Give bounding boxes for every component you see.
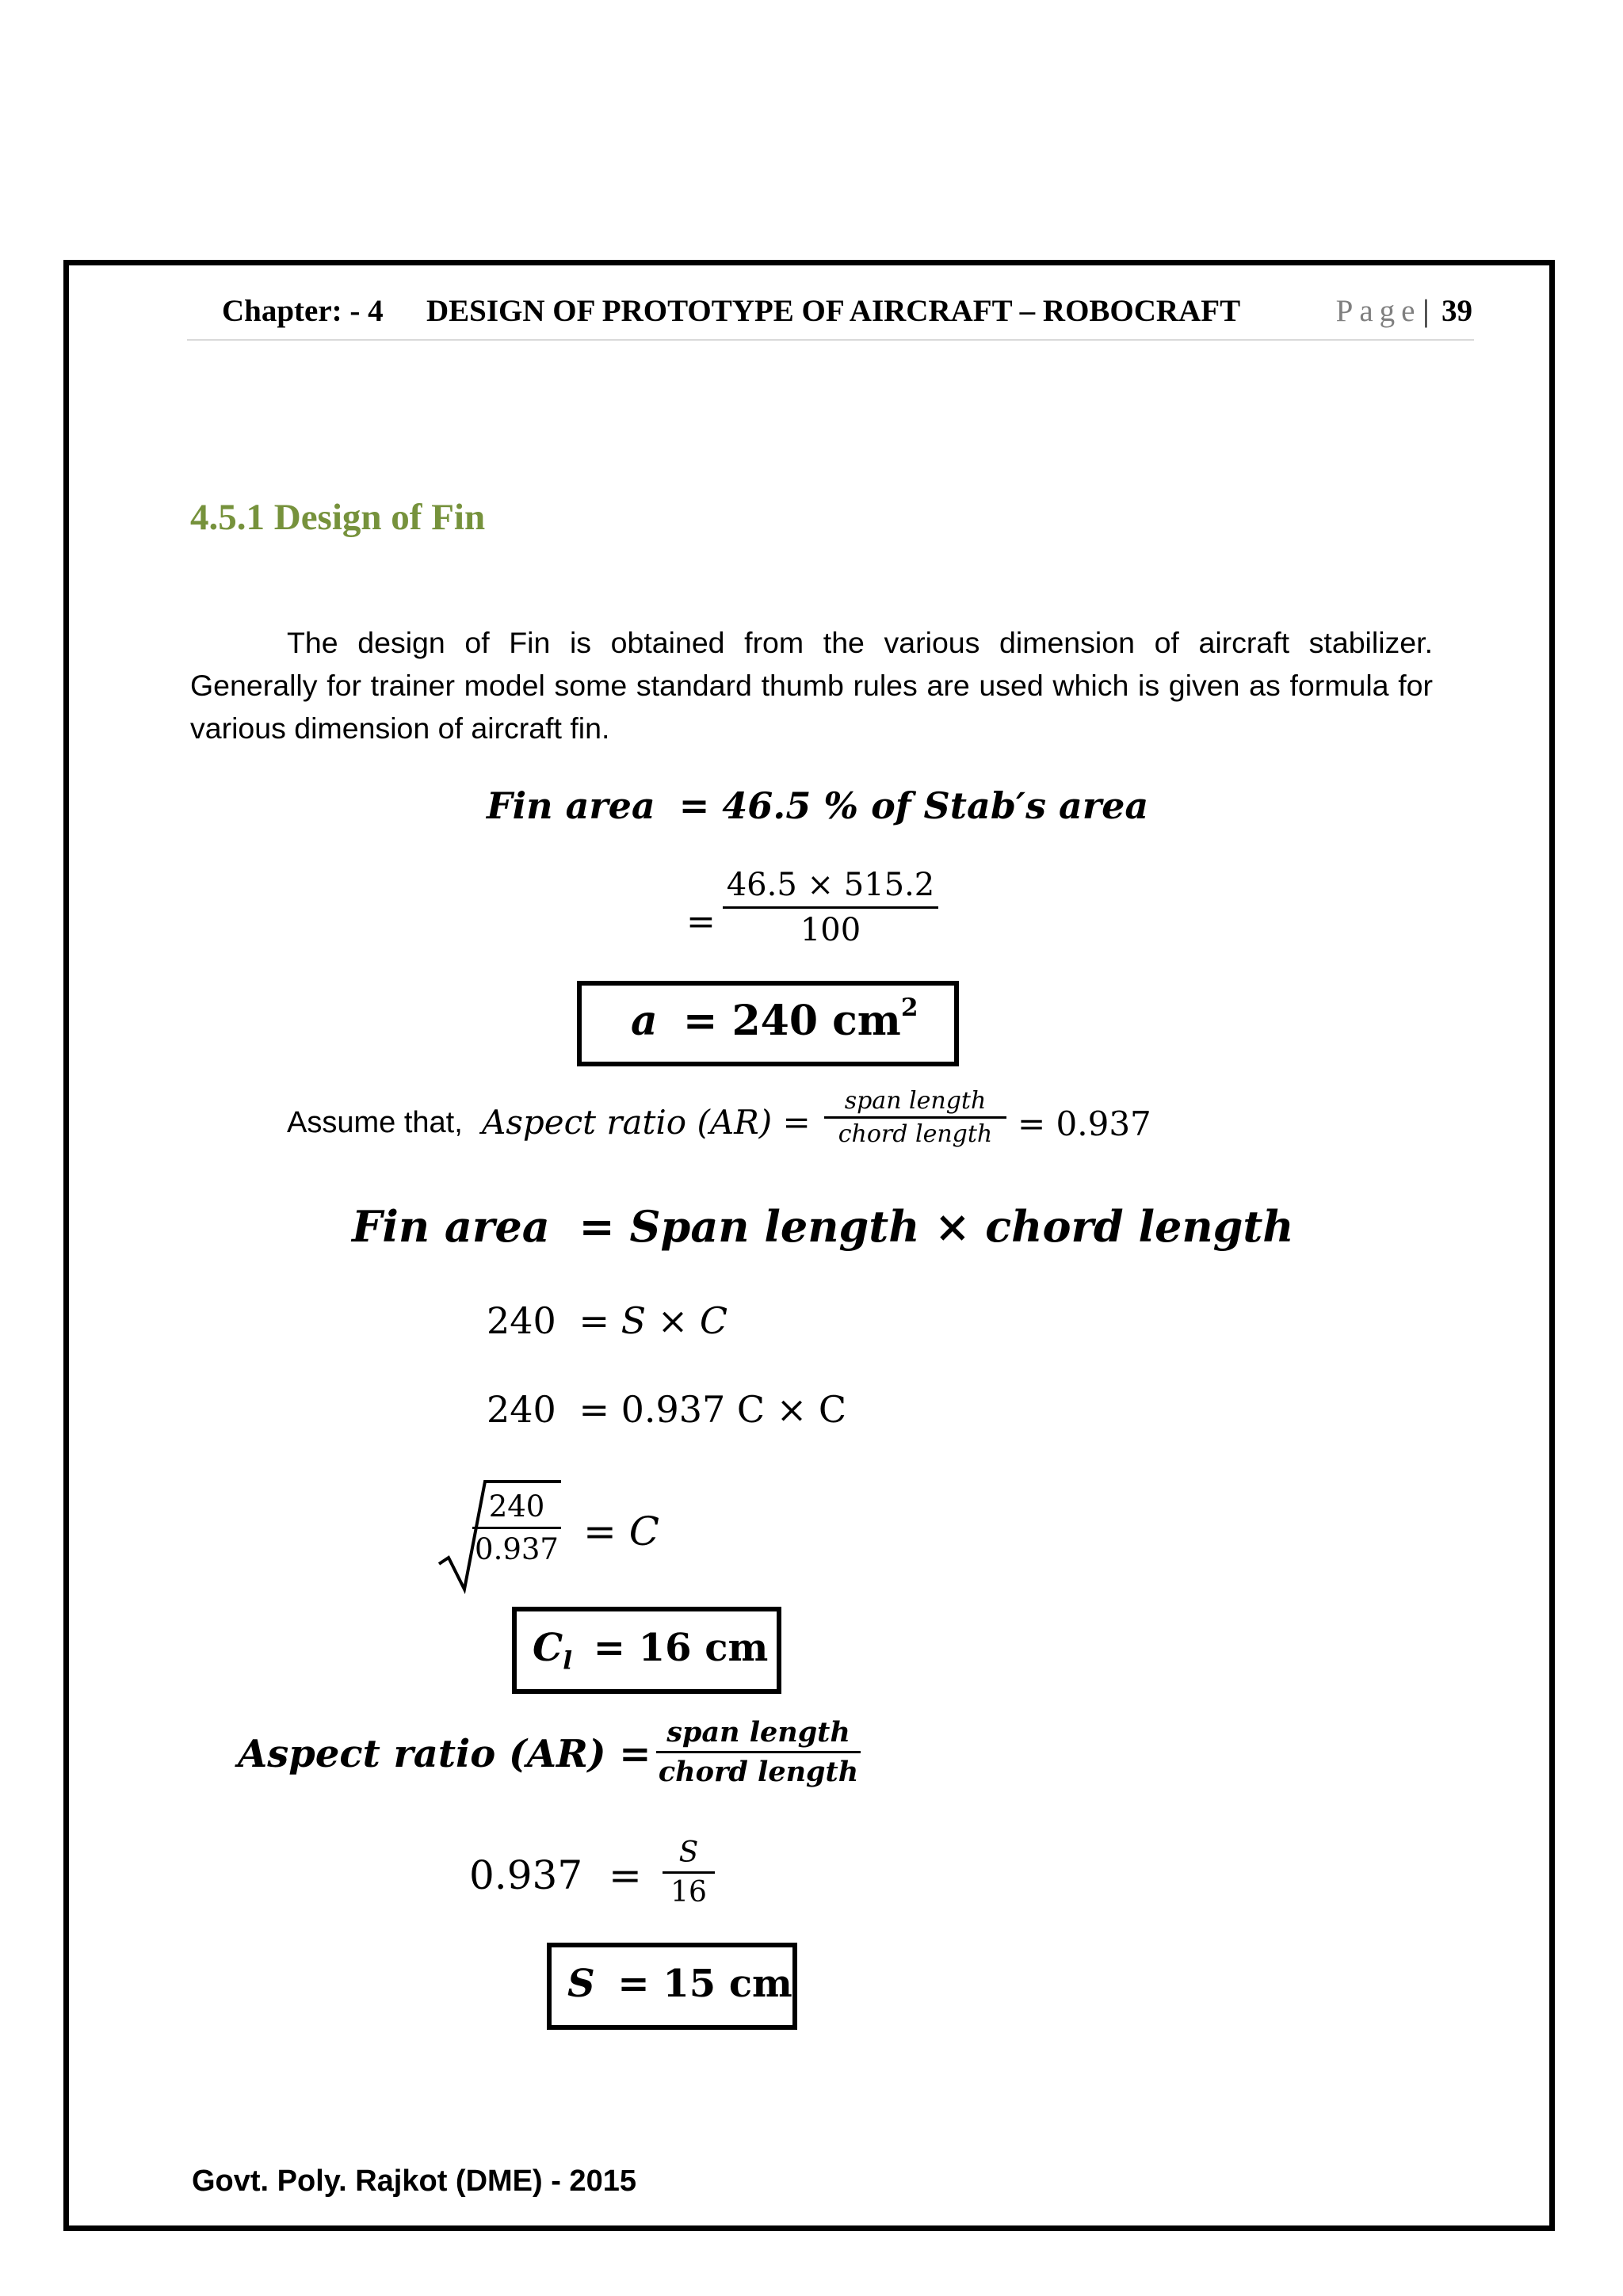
eq-step1-rhs: = S × C bbox=[579, 1299, 728, 1342]
area-result-exponent: 2 bbox=[900, 994, 918, 1022]
eq-fin-area-calc-equals: = bbox=[686, 902, 716, 942]
sqrt-fraction bbox=[472, 1489, 561, 1566]
chord-result bbox=[533, 1626, 768, 1676]
ar-solve-denominator: 16 bbox=[670, 1876, 707, 1909]
assume-value: = 0.937 bbox=[1018, 1104, 1151, 1143]
chapter-title: DESIGN OF PROTOTYPE OF AIRCRAFT – ROBOCRAFT bbox=[426, 294, 1241, 328]
ar-def-fraction bbox=[656, 1716, 861, 1788]
eq-step1-lhs: 240 bbox=[487, 1299, 556, 1342]
assume-numerator: span length bbox=[844, 1087, 987, 1115]
eq-fin-area-calc-denominator: 100 bbox=[800, 912, 861, 948]
span-result bbox=[567, 1962, 792, 2006]
body-paragraph-text: The design of Fin is obtained from the various dimension of aircraft stabilizer. Generally for trainer model some standard thumb rules are used which is given as formula for various dimension of aircraft fin. bbox=[190, 626, 1433, 745]
span-result-lhs: S bbox=[567, 1962, 595, 2006]
ar-solve-lhs: 0.937 bbox=[469, 1852, 583, 1898]
sqrt-rhs: = C bbox=[583, 1508, 660, 1554]
eq-fin-area-calc-numerator: 46.5 × 515.2 bbox=[726, 867, 935, 903]
chord-result-lhs: C bbox=[533, 1626, 563, 1670]
page-header bbox=[187, 290, 1474, 341]
section-heading: 4.5.1 Design of Fin bbox=[190, 497, 486, 538]
chord-result-subscript: l bbox=[563, 1646, 573, 1676]
eq-fin-area-product-rhs: = Span length × chord length bbox=[579, 1201, 1294, 1252]
assume-fraction bbox=[824, 1087, 1006, 1148]
ar-solve-fraction bbox=[663, 1836, 715, 1909]
page-indicator: Page| 39 bbox=[1335, 294, 1472, 328]
area-result bbox=[631, 994, 918, 1045]
area-result-lhs: a bbox=[631, 997, 658, 1045]
eq-fin-area-rule-rhs: = 46.5 % of Stab′s area bbox=[678, 784, 1149, 827]
page-word: Page bbox=[1335, 294, 1422, 328]
eq-fin-area-product bbox=[352, 1201, 1294, 1252]
assume-lhs: Aspect ratio (AR) = bbox=[482, 1103, 811, 1142]
assume-prefix: Assume that, bbox=[287, 1106, 463, 1139]
eq-fin-area-rule bbox=[487, 784, 1148, 827]
eq-fin-area-calc-fraction bbox=[723, 867, 938, 948]
ar-def-denominator: chord length bbox=[658, 1756, 859, 1788]
eq-fin-area-rule-lhs: Fin area bbox=[487, 784, 655, 827]
page-footer: Govt. Poly. Rajkot (DME) - 2015 bbox=[192, 2164, 636, 2198]
eq-step2 bbox=[487, 1388, 846, 1431]
ar-solve-equals: = bbox=[609, 1852, 642, 1898]
chord-result-rhs: = 16 cm bbox=[593, 1626, 769, 1670]
assume-denominator: chord length bbox=[838, 1120, 993, 1148]
ar-def-lhs: Aspect ratio (AR) = bbox=[238, 1732, 651, 1776]
chapter-label: Chapter: - 4 bbox=[222, 294, 384, 328]
span-result-rhs: = 15 cm bbox=[617, 1962, 792, 2006]
ar-def-numerator: span length bbox=[666, 1716, 850, 1749]
page-number: 39 bbox=[1442, 294, 1472, 328]
ar-solve-numerator: S bbox=[678, 1836, 699, 1869]
eq-fin-area-product-lhs: Fin area bbox=[352, 1201, 550, 1252]
area-result-rhs: = 240 cm bbox=[682, 997, 901, 1045]
sqrt-denominator: 0.937 bbox=[475, 1532, 559, 1566]
eq-step1 bbox=[487, 1299, 727, 1342]
body-paragraph bbox=[190, 621, 1433, 749]
eq-step2-lhs: 240 bbox=[487, 1388, 556, 1431]
eq-step2-rhs: = 0.937 C × C bbox=[579, 1388, 847, 1431]
sqrt-numerator: 240 bbox=[488, 1489, 545, 1524]
